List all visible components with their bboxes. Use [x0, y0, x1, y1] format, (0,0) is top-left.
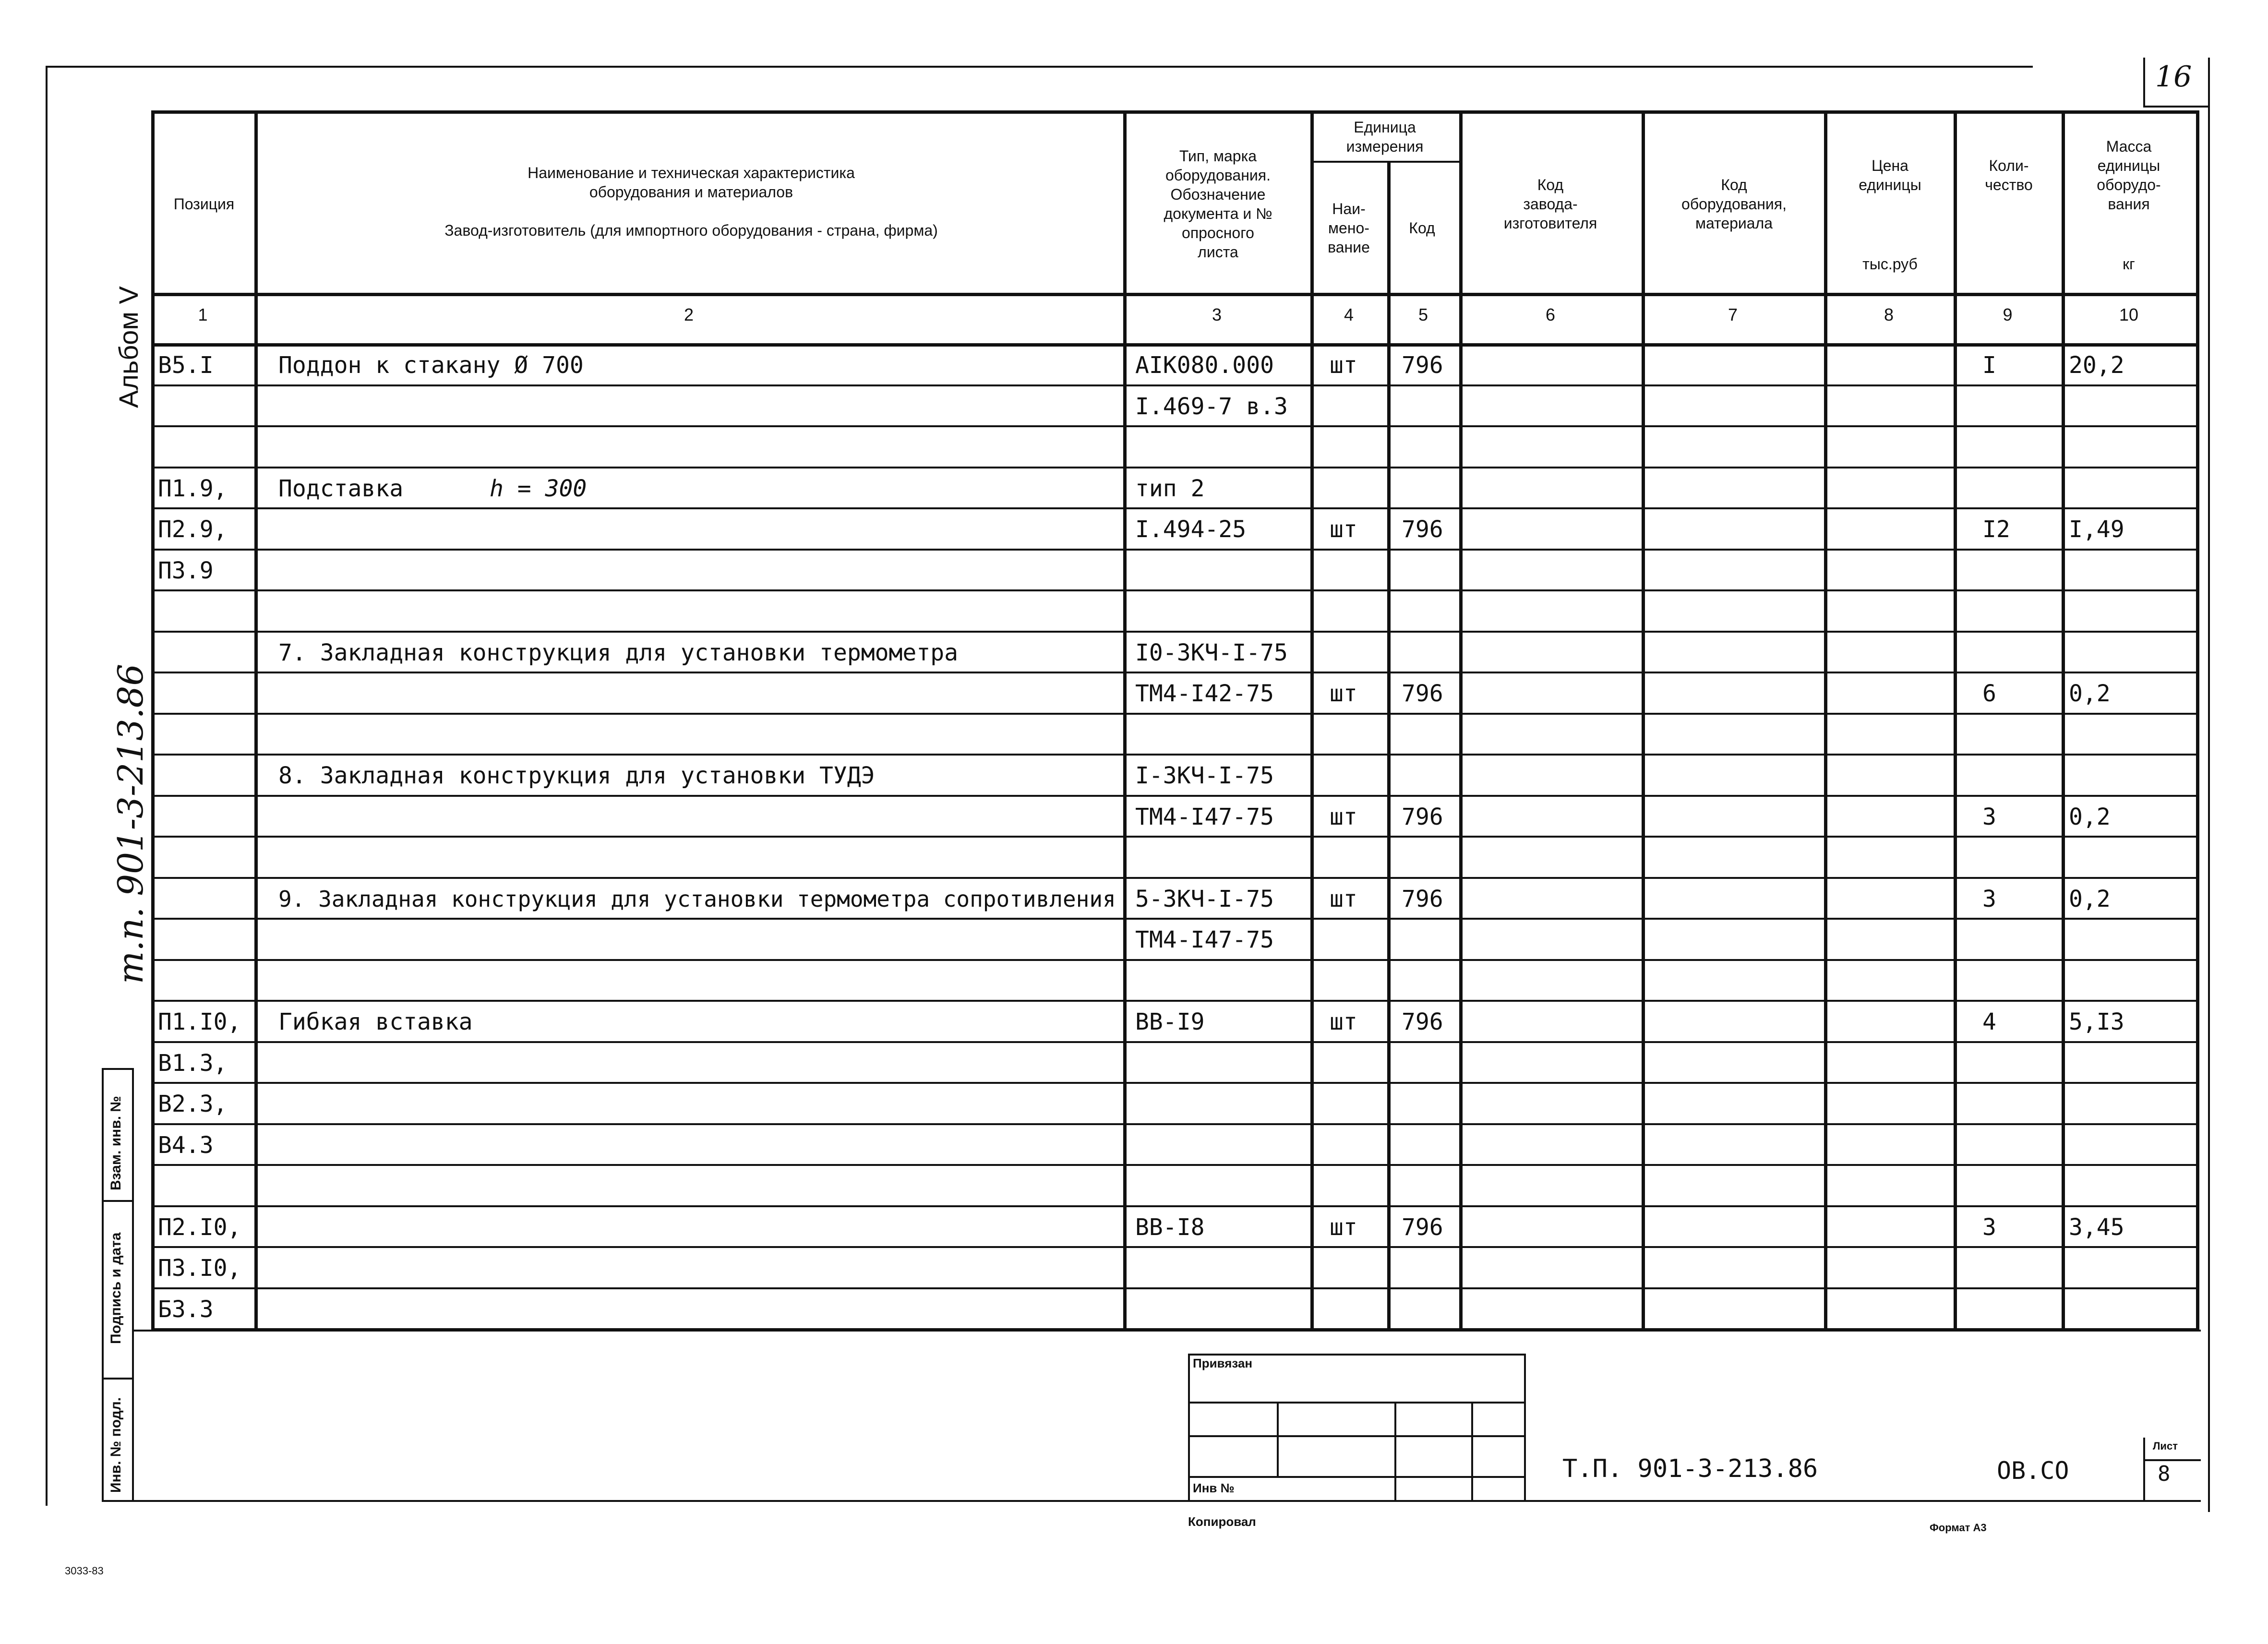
- row-name-extra: h = 300: [490, 475, 587, 502]
- sheet-num-box-bottom: [2143, 106, 2208, 108]
- sheet-label: Лист: [2153, 1440, 2178, 1452]
- row-mass: 20,2: [2069, 352, 2124, 379]
- column-line-6: [1642, 110, 1645, 1330]
- designation-vertical: т.п. 901-3-213.86: [110, 663, 151, 984]
- outer-right-line: [2208, 58, 2210, 1512]
- header-unit: Единица измерения: [1346, 119, 1424, 155]
- row-position: П2.9,: [158, 516, 228, 543]
- stamp-div1: [102, 1200, 132, 1202]
- row-unit: шт: [1330, 516, 1357, 543]
- column-number: 1: [198, 305, 208, 324]
- row-unit: шт: [1330, 1008, 1357, 1035]
- column-line-4: [1387, 161, 1391, 1330]
- row-unit: шт: [1330, 352, 1357, 379]
- header-equip-code: Код оборудования, материала: [1681, 176, 1787, 232]
- row-unit: шт: [1330, 1214, 1357, 1241]
- column-line-8: [1954, 110, 1957, 1330]
- row-position: В5.I: [158, 352, 214, 379]
- table-row: [151, 549, 2196, 551]
- row-type: I0-3КЧ-I-75: [1135, 639, 1288, 666]
- table-row: [151, 672, 2196, 673]
- table-row: [151, 1041, 2196, 1043]
- table-row: [151, 1246, 2196, 1248]
- row-name: Поддон к стакану Ø 700: [278, 352, 584, 379]
- row-quantity: 3: [1982, 804, 1996, 830]
- row-quantity: I2: [1982, 516, 2010, 543]
- title-code: ОВ.СО: [1997, 1457, 2069, 1485]
- table-top-line: [151, 110, 2196, 114]
- stamp-left-line: [102, 1068, 104, 1500]
- column-line-10: [2196, 110, 2199, 1330]
- column-line-2: [1123, 110, 1127, 1330]
- row-name: 8. Закладная конструкция для установки ТУДЭ: [278, 762, 875, 789]
- table-row: [151, 467, 2196, 468]
- header-quantity: Коли- чество: [1985, 157, 2033, 193]
- column-number: 4: [1344, 305, 1354, 324]
- row-unit-code: 796: [1402, 804, 1443, 830]
- row-unit-code: 796: [1402, 1008, 1443, 1035]
- copied-label: Копировал: [1188, 1514, 1256, 1529]
- column-number: 10: [2119, 305, 2139, 324]
- column-line-9: [2062, 110, 2065, 1330]
- row-unit-code: 796: [1402, 680, 1443, 707]
- table-row: [151, 1287, 2196, 1289]
- header-price-unit: тыс.руб: [1862, 255, 1918, 273]
- table-row: [151, 1164, 2196, 1166]
- table-row: [151, 795, 2196, 797]
- stamp-inv-original: Инв. № подл.: [108, 1397, 124, 1493]
- row-type: ВВ-I9: [1135, 1008, 1205, 1035]
- row-mass: 3,45: [2069, 1214, 2124, 1241]
- sheet-num-bottom: 8: [2158, 1462, 2171, 1486]
- table-row: [151, 1205, 2196, 1207]
- header-mass-unit: кг: [2123, 255, 2135, 273]
- stamp-top: [102, 1068, 132, 1070]
- header-bottom-line: [151, 293, 2196, 296]
- header-name-a: Наименование и техническая характеристика оборудования и материалов: [528, 164, 855, 201]
- row-unit: шт: [1330, 680, 1357, 707]
- column-line-0: [151, 110, 155, 1330]
- row-quantity: 6: [1982, 680, 1996, 707]
- row-type: I-3КЧ-I-75: [1135, 762, 1274, 789]
- row-mass: 0,2: [2069, 804, 2111, 830]
- header-unit-code: Код: [1409, 219, 1435, 237]
- row-name: Гибкая вставка: [278, 1008, 473, 1035]
- row-quantity: I: [1982, 352, 1996, 379]
- row-position: П1.I0,: [158, 1008, 241, 1035]
- outer-left-line: [46, 66, 48, 1506]
- row-type: ТМ4-I47-75: [1135, 926, 1274, 953]
- sheet-number: 16: [2155, 60, 2192, 94]
- column-number: 9: [2003, 305, 2013, 324]
- row-unit-code: 796: [1402, 886, 1443, 912]
- table-row: [151, 836, 2196, 838]
- footer-mark: 3033-83: [65, 1565, 104, 1577]
- table-row: [151, 1082, 2196, 1084]
- row-type: АIК080.000: [1135, 352, 1274, 379]
- row-unit: шт: [1330, 886, 1357, 912]
- column-number: 2: [684, 305, 694, 324]
- title-block-bottom: [102, 1500, 2201, 1502]
- row-quantity: 4: [1982, 1008, 1996, 1035]
- tb-hline-4: [1188, 1476, 1524, 1478]
- header-mass: Масса единицы оборудо- вания: [2097, 138, 2161, 213]
- row-position: П3.I0,: [158, 1255, 241, 1282]
- column-line-7: [1824, 110, 1827, 1330]
- header-price: Цена единицы: [1859, 157, 1921, 193]
- tb-hline-1: [1188, 1354, 1524, 1356]
- row-unit-code: 796: [1402, 1214, 1443, 1241]
- tied-label: Привязан: [1193, 1356, 1253, 1370]
- sheet-num-box-left: [2143, 58, 2145, 106]
- column-number: 6: [1545, 305, 1556, 324]
- column-line-5: [1459, 110, 1463, 1330]
- row-quantity: 3: [1982, 886, 1996, 912]
- row-quantity: 3: [1982, 1214, 1996, 1241]
- tb-vline-6: [2143, 1438, 2145, 1500]
- header-type: Тип, марка оборудования. Обозначение документа и № опросного листа: [1164, 147, 1272, 261]
- header-position: Позиция: [173, 195, 235, 213]
- row-mass: 0,2: [2069, 886, 2111, 912]
- row-unit-code: 796: [1402, 352, 1443, 379]
- column-line-3: [1310, 110, 1314, 1330]
- tb-vline-1: [1188, 1354, 1190, 1500]
- row-name: Подставка: [278, 475, 404, 502]
- table-row: [151, 1328, 2196, 1330]
- tb-vline-3: [1277, 1402, 1279, 1476]
- header-plant-code: Код завода- изготовителя: [1503, 176, 1597, 232]
- table-row: [151, 384, 2196, 386]
- row-name: 7. Закладная конструкция для установки термометра: [278, 639, 959, 666]
- table-row: [151, 754, 2196, 756]
- table-row: [151, 918, 2196, 920]
- column-number: 8: [1884, 305, 1894, 324]
- table-row: [151, 507, 2196, 509]
- row-type: I.494-25: [1135, 516, 1247, 543]
- row-type: 5-3КЧ-I-75: [1135, 886, 1274, 912]
- tb-vline-4: [1394, 1402, 1396, 1500]
- format-label: Формат А3: [1930, 1522, 1987, 1534]
- unit-header-divider: [1310, 161, 1459, 163]
- row-mass: 0,2: [2069, 680, 2111, 707]
- column-number: 5: [1418, 305, 1428, 324]
- album-label: Альбом V: [113, 286, 144, 408]
- outer-top-line: [46, 66, 2033, 68]
- row-position: Б3.3: [158, 1296, 214, 1323]
- row-position: В1.3,: [158, 1050, 228, 1077]
- table-row: [151, 589, 2196, 591]
- stamp-inv-replace: Взам. инв. №: [108, 1096, 124, 1190]
- row-type: ТМ4-I47-75: [1135, 804, 1274, 830]
- column-number: 7: [1728, 305, 1738, 324]
- row-type: тип 2: [1135, 475, 1205, 502]
- table-row: [151, 425, 2196, 427]
- tb-vline-5: [1471, 1402, 1473, 1500]
- stamp-right-line: [132, 1068, 134, 1500]
- tb-hline-3: [1188, 1435, 1524, 1437]
- row-mass: 5,I3: [2069, 1008, 2124, 1035]
- stamp-sign-date: Подпись и дата: [108, 1232, 124, 1344]
- header-name-b: Завод-изготовитель (для импортного оборудования - страна, фирма): [444, 222, 938, 239]
- inv-no-label: Инв №: [1193, 1481, 1235, 1495]
- row-position: В4.3: [158, 1132, 214, 1159]
- tb-hline-2: [1188, 1402, 1524, 1404]
- row-position: П2.I0,: [158, 1214, 241, 1241]
- table-row: [151, 713, 2196, 715]
- table-row: [151, 631, 2196, 633]
- column-number: 3: [1212, 305, 1222, 324]
- tb-vline-2: [1524, 1354, 1526, 1500]
- table-row: [151, 1123, 2196, 1125]
- row-unit: шт: [1330, 804, 1357, 830]
- row-position: П1.9,: [158, 475, 228, 502]
- table-row: [151, 959, 2196, 961]
- row-unit-code: 796: [1402, 516, 1443, 543]
- number-row-bottom-line: [151, 343, 2196, 347]
- stamp-div2: [102, 1378, 132, 1380]
- row-type: ТМ4-I42-75: [1135, 680, 1274, 707]
- row-type: I.469-7 в.3: [1135, 393, 1288, 420]
- table-row: [151, 877, 2196, 879]
- header-unit-name: Наи- мено- вание: [1328, 200, 1370, 256]
- row-position: П3.9: [158, 557, 214, 584]
- column-line-1: [254, 110, 258, 1330]
- row-type: ВВ-I8: [1135, 1214, 1205, 1241]
- tb-hline-5: [2143, 1459, 2201, 1461]
- row-mass: I,49: [2069, 516, 2124, 543]
- title-designation: Т.П. 901-3-213.86: [1562, 1454, 1818, 1483]
- row-name: 9. Закладная конструкция для установки термометра сопротивления: [278, 886, 1116, 912]
- row-position: В2.3,: [158, 1091, 228, 1117]
- table-row: [151, 1000, 2196, 1002]
